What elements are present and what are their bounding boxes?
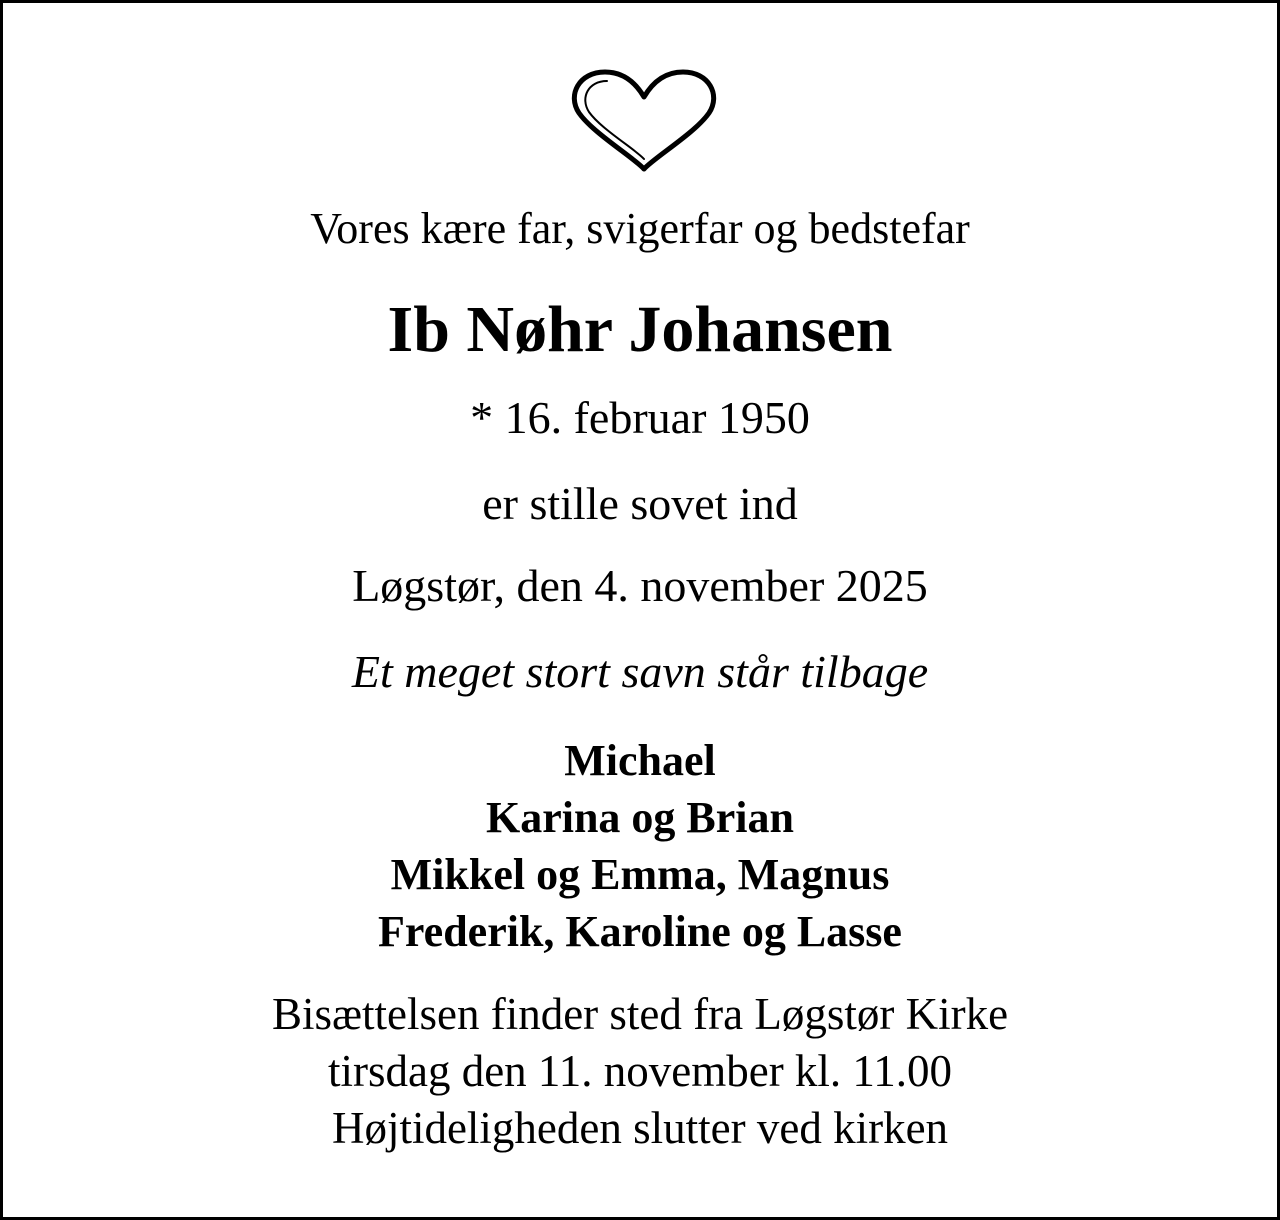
mourner-line: Mikkel og Emma, Magnus bbox=[390, 850, 890, 899]
mourner-line: Frederik, Karoline og Lasse bbox=[378, 907, 902, 956]
funeral-line: tirsdag den 11. november kl. 11.00 bbox=[327, 1046, 953, 1096]
mourners-list bbox=[3, 732, 1277, 960]
funeral-line: Bisættelsen finder sted fra Løgstør Kirke bbox=[271, 989, 1009, 1039]
deceased-name: Ib Nøhr Johansen bbox=[387, 293, 893, 366]
mourner-line: Karina og Brian bbox=[485, 793, 795, 842]
birth-date: * 16. februar 1950 bbox=[470, 392, 810, 443]
intro-text: Vores kære far, svigerfar og bedstefar bbox=[310, 204, 970, 253]
funeral-info bbox=[3, 986, 1277, 1157]
place-and-date: Løgstør, den 4. november 2025 bbox=[352, 560, 928, 611]
funeral-line: Højtideligheden slutter ved kirken bbox=[331, 1103, 949, 1153]
passed-text: er stille sovet ind bbox=[482, 478, 798, 529]
mourner-line: Michael bbox=[564, 736, 716, 785]
heart-icon bbox=[571, 67, 717, 173]
missed-text: Et meget stort savn står tilbage bbox=[351, 646, 929, 697]
